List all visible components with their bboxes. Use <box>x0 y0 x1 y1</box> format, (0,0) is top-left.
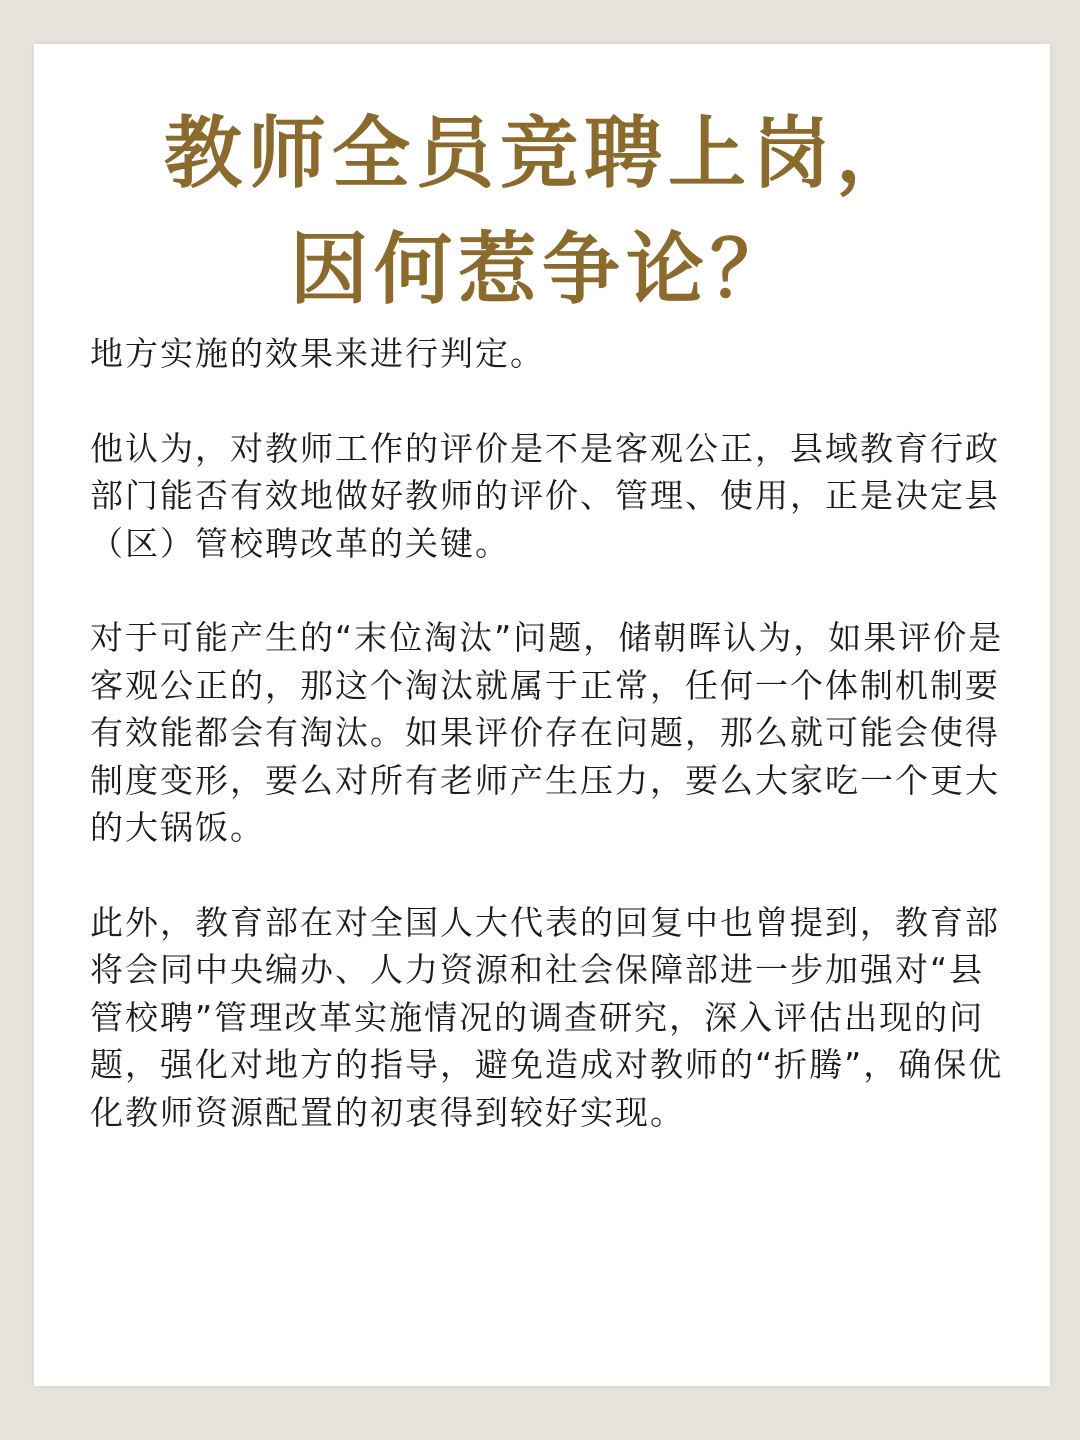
article-title-line-2: 因何惹争论？ <box>289 224 794 315</box>
article-title <box>34 96 1050 328</box>
article-body <box>90 330 1004 1183</box>
article-title-line-1: 教师全员竞聘上岗， <box>163 108 920 199</box>
article-card <box>34 44 1050 1386</box>
paragraph-3: 对于可能产生的“末位淘汰”问题，储朝晖认为，如果评价是客观公正的，那这个淘汰就属于正常，任何一个体制机制要有效能都会有淘汰。如果评价存在问题，那么就可能会使得制度变形，要么对所有老师产生压力，要么大家吃一个更大的大锅饭。 <box>90 618 1004 847</box>
paragraph-4: 此外，教育部在对全国人大代表的回复中也曾提到，教育部将会同中央编办、人力资源和社会保障部进一步加强对“县管校聘”管理改革实施情况的调查研究，深入评估出现的问题，强化对地方的指导，避免造成对教师的“折腾”，确保优化教师资源配置的初衷得到较好实现。 <box>90 902 1004 1132</box>
paragraph-2: 他认为，对教师工作的评价是不是客观公正，县域教育行政部门能否有效地做好教师的评价、管理、使用，正是决定县（区）管校聘改革的关键。 <box>90 428 1000 563</box>
paragraph-1: 地方实施的效果来进行判定。 <box>90 334 545 373</box>
